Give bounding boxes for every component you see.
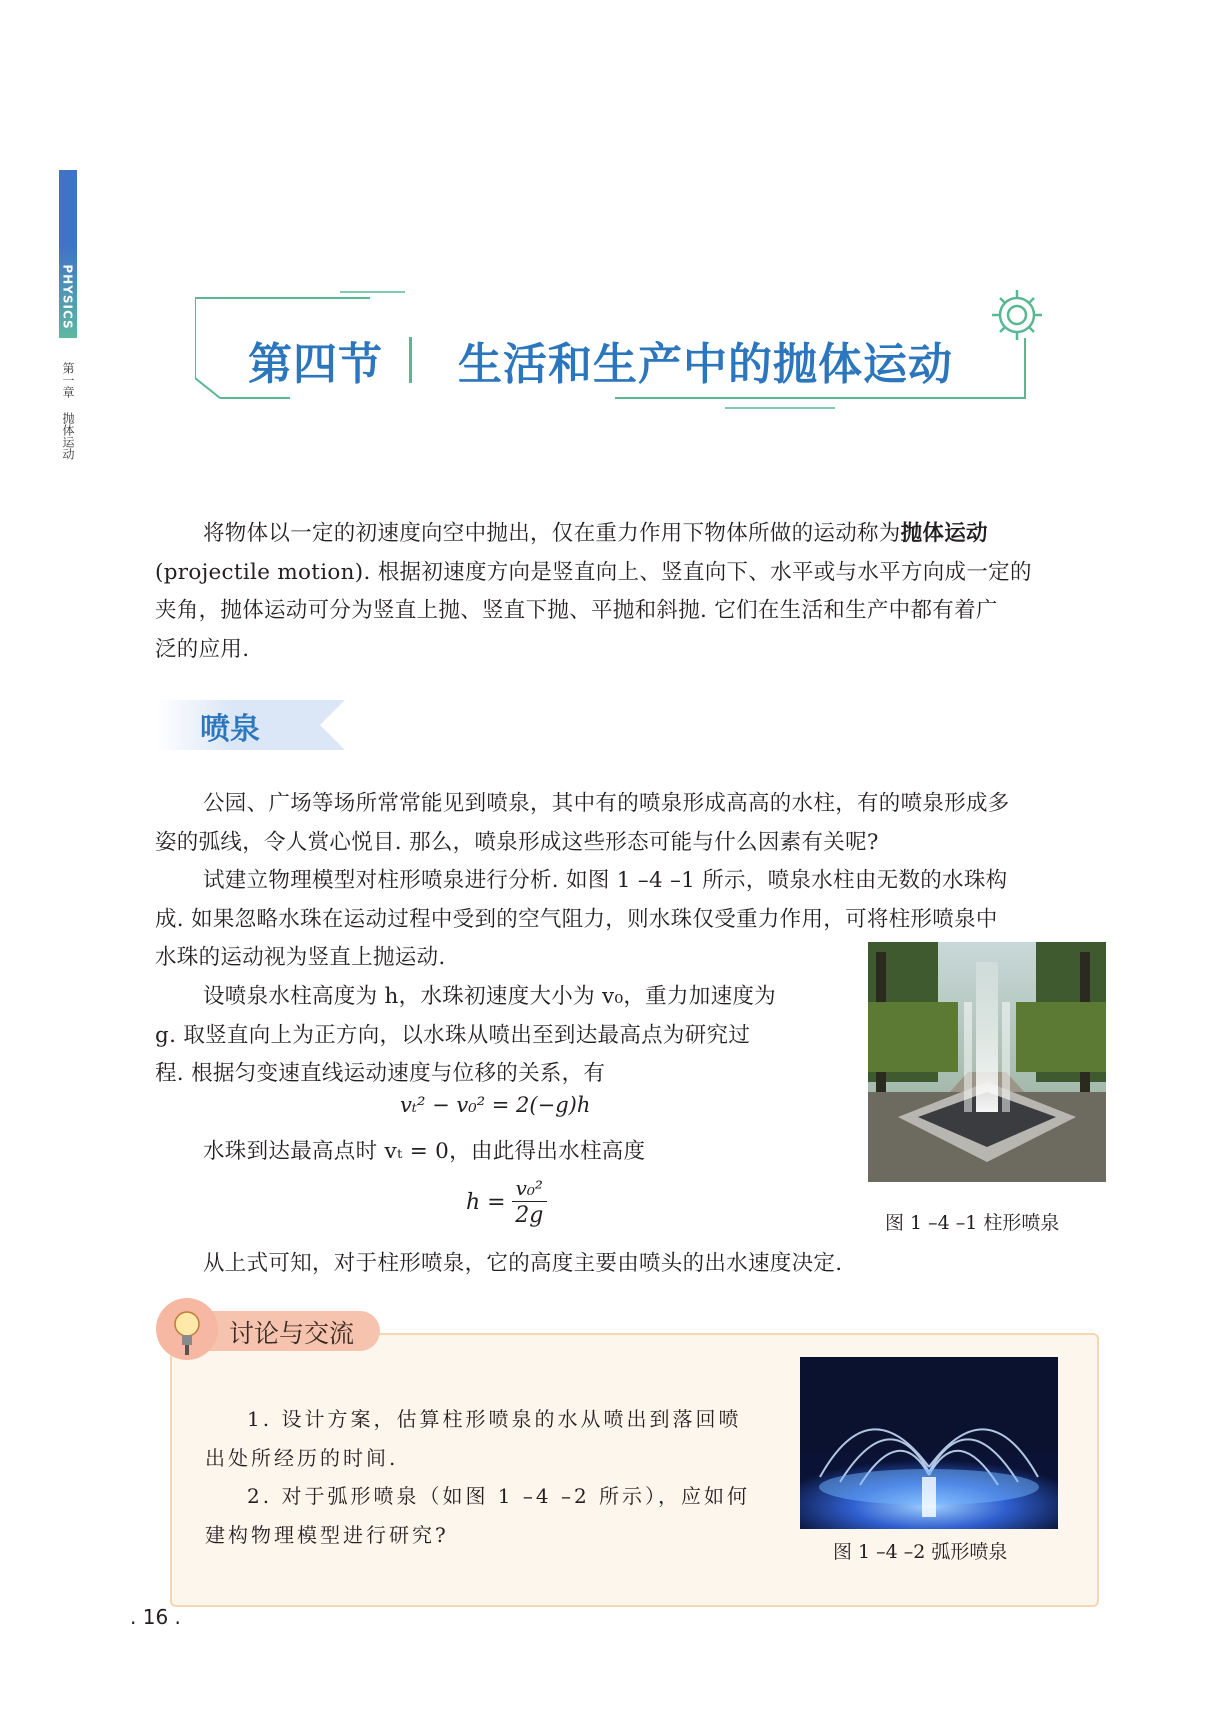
page-number: . 16 .	[130, 1605, 181, 1629]
p2-line2: 成. 如果忽略水珠在运动过程中受到的空气阻力，则水珠仅受重力作用，可将柱形喷泉中	[155, 906, 998, 932]
p3-line3: 程. 根据匀变速直线运动速度与位移的关系，有	[155, 1061, 606, 1086]
figure1-caption: 图 1 –4 –1 柱形喷泉	[885, 1212, 1060, 1234]
question2-line2: 建构物理模型进行研究?	[205, 1522, 449, 1547]
equation-fraction	[512, 1175, 547, 1230]
gear-icon	[992, 290, 1042, 340]
column-fountain-photo	[868, 942, 1106, 1182]
side-chapter-label	[60, 362, 78, 460]
intro-paragraph	[155, 515, 1105, 669]
p5-line: 从上式可知，对于柱形喷泉，它的高度主要由喷头的出水速度决定.	[203, 1251, 843, 1276]
equation-numerator: v₀²	[512, 1175, 547, 1202]
side-tab-label	[59, 258, 77, 336]
question1-line1: 1. 设计方案，估算柱形喷泉的水从喷出到落回喷	[247, 1407, 742, 1431]
p2-line3: 水珠的运动视为竖直上抛运动.	[155, 945, 446, 970]
figure2-caption: 图 1 –4 –2 弧形喷泉	[833, 1541, 1008, 1563]
p2-line1: 试建立物理模型对柱形喷泉进行分析. 如图 1 –4 –1 所示，喷泉水柱由无数的水珠构	[203, 868, 1008, 893]
p4-line: 水珠到达最高点时 vₜ = 0，由此得出水柱高度	[203, 1139, 646, 1164]
discussion-text	[205, 1400, 775, 1554]
page-title: 生活和生产中的抛体运动	[458, 339, 953, 390]
body-paragraph-3	[155, 978, 855, 1094]
intro-line2: (projectile motion). 根据初速度方向是竖直向上、竖直向下、水平或与水平方向成一定的	[155, 559, 1032, 585]
equation-height-lhs: h =	[466, 1190, 506, 1215]
arc-fountain-photo	[800, 1357, 1058, 1529]
key-term: 抛体运动	[900, 521, 988, 546]
question2-line1: 2. 对于弧形喷泉（如图 1 –4 –2 所示），应如何	[247, 1484, 751, 1508]
lightbulb-icon	[156, 1298, 218, 1360]
side-chapter-number: 第一章	[61, 362, 75, 398]
equation-velocity-displacement: vₜ² − v₀² = 2(−g)h	[400, 1093, 591, 1117]
p3-line2: g. 取竖直向上为正方向，以水珠从喷出至到达最高点为研究过	[155, 1022, 751, 1048]
intro-line1: 将物体以一定的初速度向空中抛出，仅在重力作用下物体所做的运动称为	[203, 521, 901, 546]
body-paragraph-4	[155, 1133, 855, 1172]
p1-line1: 公园、广场等场所常常能见到喷泉，其中有的喷泉形成高高的水柱，有的喷泉形成多	[203, 791, 1010, 816]
physics-label: PHYSICS	[61, 264, 75, 330]
equation-height	[466, 1175, 547, 1230]
title-divider	[409, 337, 412, 383]
intro-line3: 夹角，抛体运动可分为竖直上抛、竖直下抛、平抛和斜抛. 它们在生活和生产中都有着广	[155, 598, 998, 623]
side-chapter-title: 抛体运动	[61, 412, 75, 460]
section-number: 第四节	[248, 339, 383, 390]
intro-line4: 泛的应用.	[155, 636, 250, 662]
question1-line2: 出处所经历的时间.	[205, 1445, 399, 1470]
p3-line1: 设喷泉水柱高度为 h，水珠初速度大小为 v₀，重力加速度为	[203, 984, 776, 1009]
section-heading: 喷泉	[200, 712, 260, 747]
p1-line2: 姿的弧线，令人赏心悦目. 那么，喷泉形成这些形态可能与什么因素有关呢?	[155, 829, 879, 855]
equation-denominator: 2g	[515, 1203, 544, 1228]
discussion-label: 讨论与交流	[229, 1319, 355, 1348]
body-paragraph-5	[155, 1245, 1105, 1284]
